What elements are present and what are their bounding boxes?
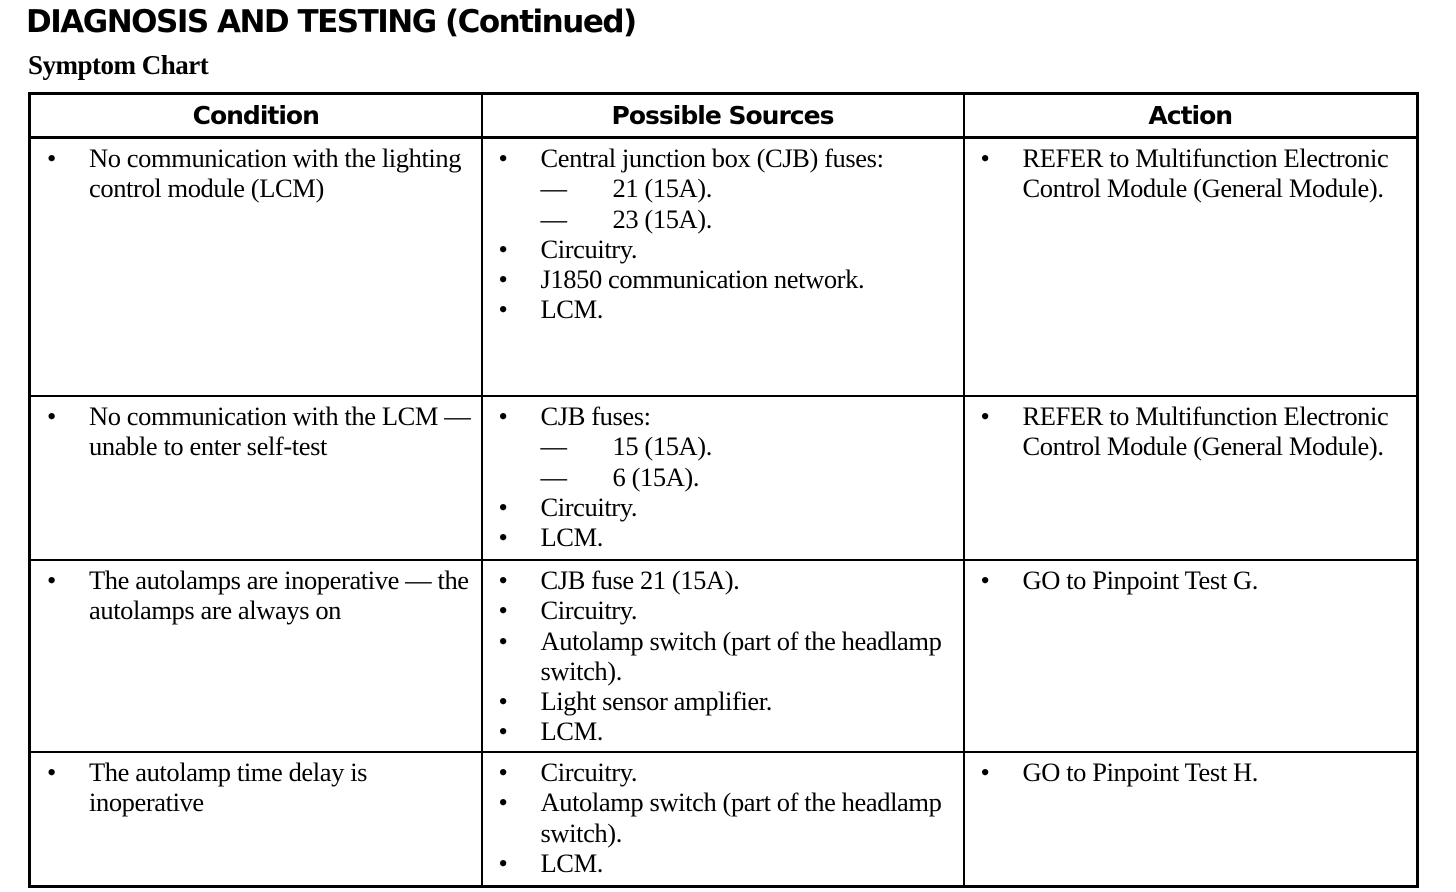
source-subitem-text: 15 (15A).	[612, 431, 712, 462]
source-item	[497, 522, 957, 552]
action-cell	[964, 138, 1418, 397]
condition-cell	[30, 138, 482, 397]
source-subitem-text: 21 (15A).	[612, 173, 712, 204]
source-item	[497, 848, 957, 878]
bullet-icon: •	[498, 686, 508, 717]
action-item	[979, 143, 1411, 204]
table-row	[30, 138, 1418, 397]
sources-cell	[482, 396, 964, 560]
bullet-icon: •	[47, 757, 56, 787]
source-item	[497, 143, 957, 173]
table-header-row	[30, 94, 1418, 138]
source-item	[497, 492, 957, 522]
bullet-icon: •	[498, 847, 508, 878]
bullet-icon: •	[498, 264, 508, 295]
source-text: LCM.	[540, 294, 603, 325]
bullet-icon: •	[498, 625, 508, 656]
source-item	[497, 565, 957, 595]
sources-cell	[482, 752, 964, 887]
source-item	[497, 757, 957, 787]
column-header-condition: Condition	[30, 94, 482, 138]
bullet-icon: •	[980, 143, 990, 173]
bullet-icon: •	[498, 143, 508, 173]
condition-cell	[30, 396, 482, 560]
source-item	[497, 234, 957, 264]
column-header-action: Action	[964, 94, 1418, 138]
column-header-possible-sources: Possible Sources	[482, 94, 964, 138]
bullet-icon: •	[498, 294, 508, 325]
source-item	[497, 716, 957, 746]
bullet-icon: •	[498, 401, 508, 431]
source-text: Circuitry.	[540, 491, 638, 522]
condition-cell	[30, 560, 482, 752]
dash-icon: —	[540, 461, 567, 492]
action-text: GO to Pinpoint Test H.	[1022, 757, 1258, 787]
condition-text: The autolamps are inoperative — the autolamps are always on	[89, 565, 469, 626]
source-text: Autolamp switch (part of the headlamp switch).	[540, 787, 942, 848]
condition-text: No communication with the lighting control module (LCM)	[89, 143, 462, 204]
bullet-icon: •	[47, 401, 56, 431]
table-row	[30, 560, 1418, 752]
bullet-icon: •	[498, 565, 508, 595]
bullet-icon: •	[498, 522, 508, 553]
source-text: J1850 communication network.	[540, 264, 865, 295]
source-text: Circuitry.	[540, 233, 638, 264]
source-text: CJB fuse 21 (15A).	[540, 565, 740, 595]
source-subitem-text: 23 (15A).	[612, 203, 712, 234]
source-item	[497, 787, 957, 848]
condition-item	[45, 757, 475, 818]
source-text: Circuitry.	[540, 757, 638, 787]
source-subitem	[497, 204, 957, 234]
dash-icon: —	[540, 431, 567, 462]
sources-cell	[482, 138, 964, 397]
source-text: Light sensor amplifier.	[540, 686, 772, 717]
symptom-chart-table	[28, 92, 1419, 888]
source-item	[497, 626, 957, 687]
table-row	[30, 396, 1418, 560]
source-subitem	[497, 173, 957, 203]
bullet-icon: •	[47, 565, 56, 595]
sources-cell	[482, 560, 964, 752]
action-text: REFER to Multifunction Electronic Control Module (General Module).	[1022, 401, 1389, 462]
bullet-icon: •	[498, 787, 508, 818]
action-item	[979, 565, 1411, 595]
source-text: Circuitry.	[540, 595, 638, 626]
action-item	[979, 757, 1411, 787]
bullet-icon: •	[980, 565, 990, 595]
bullet-icon: •	[498, 595, 508, 626]
condition-text: The autolamp time delay is inoperative	[89, 757, 368, 818]
bullet-icon: •	[47, 143, 56, 173]
bullet-icon: •	[498, 716, 508, 747]
bullet-icon: •	[980, 757, 990, 787]
bullet-icon: •	[498, 233, 508, 264]
source-text: LCM.	[540, 847, 603, 878]
source-text: LCM.	[540, 716, 603, 747]
dash-icon: —	[540, 203, 567, 234]
source-text: CJB fuses:	[540, 401, 651, 431]
condition-text: No communication with the LCM — unable to enter self-test	[89, 401, 471, 462]
source-text: LCM.	[540, 522, 603, 553]
condition-item	[45, 143, 475, 204]
action-cell	[964, 752, 1418, 887]
condition-item	[45, 565, 475, 626]
source-item	[497, 294, 957, 324]
source-text: Autolamp switch (part of the headlamp switch).	[540, 625, 942, 686]
bullet-icon: •	[498, 757, 508, 787]
source-item	[497, 264, 957, 294]
bullet-icon: •	[498, 491, 508, 522]
chart-subtitle: Symptom Chart	[28, 50, 209, 80]
dash-icon: —	[540, 173, 567, 204]
table-row	[30, 752, 1418, 887]
source-subitem-text: 6 (15A).	[612, 461, 700, 492]
source-item	[497, 686, 957, 716]
page-title: DIAGNOSIS AND TESTING (Continued)	[26, 4, 636, 40]
action-text: GO to Pinpoint Test G.	[1022, 565, 1258, 595]
source-item	[497, 401, 957, 431]
action-cell	[964, 396, 1418, 560]
source-text: Central junction box (CJB) fuses:	[540, 143, 884, 173]
source-subitem	[497, 431, 957, 461]
source-subitem	[497, 462, 957, 492]
bullet-icon: •	[980, 401, 990, 431]
condition-cell	[30, 752, 482, 887]
action-cell	[964, 560, 1418, 752]
source-item	[497, 595, 957, 625]
action-item	[979, 401, 1411, 462]
condition-item	[45, 401, 475, 462]
action-text: REFER to Multifunction Electronic Control Module (General Module).	[1022, 143, 1389, 204]
